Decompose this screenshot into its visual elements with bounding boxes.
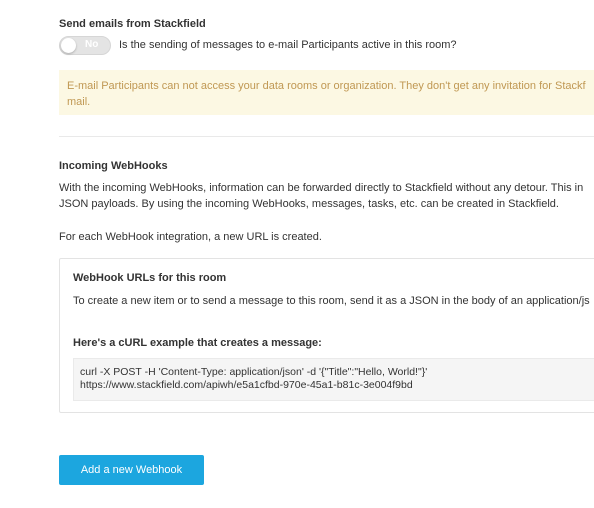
- email-sending-toggle[interactable]: [59, 36, 111, 55]
- toggle-knob: [61, 38, 76, 53]
- email-sending-question: Is the sending of messages to e-mail Participants active in this room?: [119, 39, 457, 51]
- send-emails-title: Send emails from Stackfield: [59, 18, 206, 30]
- incoming-webhooks-title: Incoming WebHooks: [59, 160, 168, 172]
- webhook-urls-instructions: To create a new item or to send a message to this room, send it as a JSON in the body of an application/js: [73, 295, 590, 307]
- webhooks-description: [59, 180, 583, 212]
- webhooks-description-line-1: With the incoming WebHooks, information can be forwarded directly to Stackfield without any detour. This in: [59, 182, 584, 194]
- webhook-urls-panel: [59, 258, 594, 413]
- curl-example-title: Here's a cURL example that creates a message:: [73, 337, 322, 349]
- warning-line-2: mail.: [67, 96, 91, 108]
- curl-example-code[interactable]: [73, 358, 594, 401]
- toggle-state-label: No: [85, 39, 99, 50]
- webhook-urls-title: WebHook URLs for this room: [73, 272, 227, 284]
- add-webhook-button[interactable]: Add a new Webhook: [59, 455, 204, 485]
- webhooks-url-note: For each WebHook integration, a new URL is created.: [59, 231, 322, 243]
- curl-code-line-1: curl -X POST -H 'Content-Type: application/json' -d '{"Title":"Hello, World!"}': [80, 366, 428, 378]
- email-participants-warning: [59, 70, 594, 115]
- section-divider: [59, 136, 594, 137]
- warning-line-1: E-mail Participants can not access your data rooms or organization. They don't get any invitation for Stackf: [67, 80, 586, 92]
- webhooks-description-line-2: JSON payloads. By using the incoming WebHooks, messages, tasks, etc. can be created in Stackfield.: [59, 198, 559, 210]
- curl-code-line-2: https://www.stackfield.com/apiwh/e5a1cfbd-970e-45a1-b81c-3e004f9bd: [80, 379, 413, 391]
